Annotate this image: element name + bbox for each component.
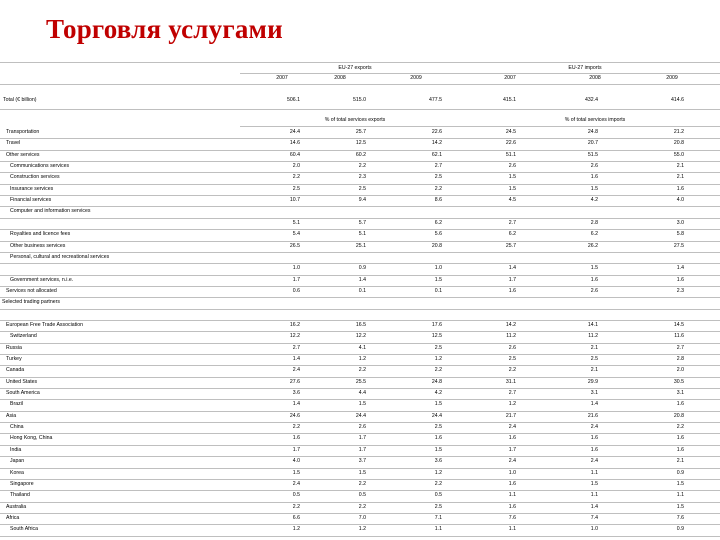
- row-value: 2.2: [434, 367, 442, 374]
- row-value: 3.1: [590, 390, 598, 397]
- header-rule: [0, 62, 720, 63]
- year-header: 2009: [410, 75, 422, 81]
- row-rule: [0, 354, 720, 355]
- year-header: 2008: [334, 75, 346, 81]
- row-value: 1.0: [292, 265, 300, 272]
- row-value: 24.8: [431, 378, 442, 385]
- row-value: 16.5: [355, 321, 366, 328]
- row-value: 1.2: [434, 356, 442, 362]
- row-value: 5.7: [358, 219, 366, 226]
- row-value: 2.7: [676, 344, 684, 351]
- year-header: 2007: [276, 75, 288, 81]
- row-value: 6.2: [590, 231, 598, 238]
- row-rule: [0, 297, 720, 298]
- header-rule: [0, 84, 720, 85]
- row-value: 2.4: [508, 424, 516, 431]
- row-value: 16.2: [289, 321, 300, 328]
- total-value: 506.1: [287, 97, 300, 103]
- row-value: 6.2: [434, 219, 442, 226]
- row-value: 3.6: [434, 458, 442, 465]
- year-header: 2008: [589, 75, 601, 81]
- row-value: 9.4: [358, 197, 366, 204]
- row-rule: [0, 513, 720, 514]
- row-rule: [0, 150, 720, 151]
- row-value: 1.2: [292, 526, 300, 533]
- row-rule: [0, 138, 720, 139]
- row-value: 2.2: [358, 163, 366, 170]
- row-value: 1.4: [292, 356, 300, 362]
- row-value: 24.8: [587, 129, 598, 135]
- imports-percent-header: % of total services imports: [564, 117, 626, 123]
- row-value: 2.2: [434, 185, 442, 192]
- row-value: 2.6: [508, 163, 516, 170]
- row-value: 2.6: [590, 287, 598, 294]
- row-label: Personal, cultural and recreational services: [10, 253, 110, 260]
- total-value: 432.4: [585, 97, 598, 103]
- row-value: 14.5: [673, 321, 684, 328]
- row-value: 2.8: [676, 356, 684, 362]
- row-rule: [0, 365, 720, 366]
- row-label: Construction services: [10, 174, 60, 181]
- row-label: Canada: [6, 367, 25, 374]
- row-value: 1.7: [358, 435, 366, 442]
- row-label: Asia: [6, 412, 17, 419]
- row-rule: [0, 320, 720, 321]
- row-rule: [0, 536, 720, 537]
- row-value: 11.6: [674, 333, 684, 340]
- row-value: 22.6: [431, 129, 442, 135]
- row-value: 2.2: [292, 424, 300, 431]
- row-value: 2.1: [676, 174, 684, 181]
- row-label: Russia: [6, 344, 22, 351]
- slide-title: Торговля услугами: [46, 14, 283, 44]
- row-label: European Free Trade Association: [6, 321, 83, 328]
- row-value: 2.5: [434, 174, 442, 181]
- row-value: 5.8: [676, 231, 684, 238]
- row-value: 11.2: [588, 333, 598, 340]
- row-label: Thailand: [10, 492, 30, 499]
- total-value: 415.1: [503, 97, 516, 103]
- row-label: Insurance services: [10, 185, 54, 192]
- row-value: 1.7: [508, 446, 516, 453]
- row-rule: [0, 161, 720, 162]
- row-value: 25.1: [355, 242, 366, 249]
- row-value: 4.0: [676, 197, 684, 204]
- row-label: United States: [6, 378, 38, 385]
- row-value: 51.5: [587, 151, 598, 158]
- row-value: 1.1: [676, 492, 684, 499]
- row-value: 2.2: [358, 503, 366, 510]
- row-rule: [0, 241, 720, 242]
- row-value: 60.4: [289, 151, 300, 158]
- row-label: India: [10, 446, 22, 453]
- row-value: 24.5: [505, 129, 516, 135]
- row-value: 1.1: [590, 469, 598, 476]
- row-value: 1.7: [292, 446, 300, 453]
- row-rule: [0, 218, 720, 219]
- row-label: Communications services: [10, 163, 70, 170]
- row-value: 1.6: [508, 287, 516, 294]
- row-value: 4.2: [590, 197, 598, 204]
- row-value: 3.0: [676, 219, 684, 226]
- row-value: 2.6: [358, 424, 366, 431]
- row-value: 2.6: [590, 163, 598, 170]
- row-label: China: [10, 424, 24, 431]
- row-value: 2.2: [508, 367, 516, 374]
- row-value: 24.4: [289, 129, 300, 135]
- row-value: 1.4: [590, 401, 598, 408]
- row-label: Other business services: [10, 242, 66, 249]
- row-value: 12.5: [431, 333, 442, 340]
- row-value: 4.4: [358, 390, 366, 397]
- row-value: 2.7: [292, 344, 300, 351]
- row-label: Computer and information services: [10, 208, 91, 215]
- row-value: 22.6: [505, 140, 516, 147]
- row-value: 2.5: [434, 503, 442, 510]
- row-value: 2.6: [508, 344, 516, 351]
- row-value: 1.5: [358, 401, 366, 408]
- row-value: 2.5: [434, 344, 442, 351]
- row-value: 2.5: [358, 185, 366, 192]
- row-value: 1.7: [292, 276, 300, 283]
- row-value: 3.7: [358, 458, 366, 465]
- row-value: 2.2: [434, 480, 442, 487]
- exports-group-header: EU-27 exports: [338, 65, 372, 71]
- row-value: 1.5: [508, 174, 516, 181]
- row-rule: [0, 524, 720, 525]
- row-value: 55.0: [673, 151, 684, 158]
- row-value: 20.8: [673, 140, 684, 147]
- row-value: 30.5: [673, 378, 684, 385]
- row-value: 2.2: [676, 424, 684, 431]
- row-value: 17.6: [431, 321, 442, 328]
- row-value: 1.7: [358, 446, 366, 453]
- year-header: 2007: [504, 75, 516, 81]
- row-value: 25.7: [505, 242, 516, 249]
- row-label: South Africa: [10, 526, 38, 533]
- row-value: 26.5: [289, 242, 300, 249]
- row-value: 1.4: [292, 401, 300, 408]
- row-value: 12.2: [355, 333, 366, 340]
- row-value: 14.2: [431, 140, 442, 147]
- row-value: 21.6: [587, 412, 598, 419]
- row-value: 0.1: [358, 287, 366, 294]
- row-value: 5.6: [434, 231, 442, 238]
- row-rule: [0, 490, 720, 491]
- row-value: 25.5: [355, 378, 366, 385]
- row-value: 1.5: [676, 480, 684, 487]
- row-value: 1.7: [508, 276, 516, 283]
- row-value: 51.1: [505, 151, 516, 158]
- row-value: 1.1: [508, 492, 516, 499]
- row-rule: [0, 343, 720, 344]
- row-rule: [0, 309, 720, 310]
- row-value: 1.6: [676, 446, 684, 453]
- header-rule: [240, 73, 720, 74]
- row-value: 12.2: [289, 333, 300, 340]
- row-value: 4.1: [358, 344, 366, 351]
- row-rule: [0, 445, 720, 446]
- total-value: 414.6: [671, 97, 684, 103]
- row-value: 3.1: [676, 390, 684, 397]
- row-value: 1.1: [434, 526, 442, 533]
- row-value: 24.4: [355, 412, 366, 419]
- row-rule: [0, 275, 720, 276]
- row-value: 1.5: [434, 446, 442, 453]
- total-value: 515.0: [353, 97, 366, 103]
- row-value: 1.4: [590, 503, 598, 510]
- row-value: 2.2: [292, 503, 300, 510]
- row-rule: [0, 331, 720, 332]
- row-value: 12.5: [355, 140, 366, 147]
- row-value: 14.1: [587, 321, 598, 328]
- row-value: 1.2: [358, 356, 366, 362]
- row-value: 1.0: [590, 526, 598, 533]
- row-rule: [0, 411, 720, 412]
- row-value: 1.4: [358, 276, 366, 283]
- row-value: 2.4: [590, 458, 598, 465]
- row-value: 29.9: [587, 378, 598, 385]
- row-value: 0.5: [358, 492, 366, 499]
- row-value: 1.6: [590, 446, 598, 453]
- exports-percent-header: % of total services exports: [324, 117, 386, 123]
- row-value: 20.8: [673, 412, 684, 419]
- row-value: 4.2: [434, 390, 442, 397]
- row-value: 2.1: [590, 367, 598, 374]
- row-rule: [0, 377, 720, 378]
- row-value: 1.6: [590, 174, 598, 181]
- row-rule: [0, 479, 720, 480]
- services-trade-table: [0, 62, 720, 540]
- row-value: 24.6: [289, 412, 300, 419]
- row-label: Other services: [6, 151, 40, 158]
- row-value: 0.1: [434, 287, 442, 294]
- row-value: 2.8: [590, 219, 598, 226]
- row-value: 6.2: [508, 231, 516, 238]
- row-value: 4.0: [292, 458, 300, 465]
- row-value: 2.1: [590, 344, 598, 351]
- year-header: 2009: [666, 75, 678, 81]
- row-value: 1.5: [292, 469, 300, 476]
- row-value: 1.5: [434, 276, 442, 283]
- row-value: 1.6: [508, 480, 516, 487]
- row-value: 7.6: [508, 514, 516, 521]
- row-rule: [0, 422, 720, 423]
- row-value: 1.6: [508, 503, 516, 510]
- row-value: 1.2: [358, 526, 366, 533]
- row-rule: [0, 286, 720, 287]
- row-rule: [0, 456, 720, 457]
- row-value: 2.5: [508, 356, 516, 362]
- row-value: 2.7: [508, 219, 516, 226]
- row-value: 2.5: [292, 185, 300, 192]
- row-value: 1.6: [434, 435, 442, 442]
- row-value: 24.4: [431, 412, 442, 419]
- row-value: 0.6: [292, 287, 300, 294]
- row-value: 1.4: [676, 265, 684, 272]
- row-value: 21.2: [673, 129, 684, 135]
- row-value: 2.2: [292, 174, 300, 181]
- row-label: Australia: [6, 503, 27, 510]
- row-label: Financial services: [10, 197, 52, 204]
- row-label: Turkey: [6, 356, 22, 362]
- row-value: 1.6: [508, 435, 516, 442]
- header-rule: [0, 109, 720, 110]
- row-value: 1.1: [508, 526, 516, 533]
- row-value: 7.4: [590, 514, 598, 521]
- row-label: Switzerland: [10, 333, 37, 340]
- row-value: 1.2: [434, 469, 442, 476]
- row-value: 7.1: [434, 514, 442, 521]
- row-value: 20.8: [431, 242, 442, 249]
- row-value: 1.5: [676, 503, 684, 510]
- row-value: 1.6: [676, 276, 684, 283]
- row-value: 1.6: [590, 435, 598, 442]
- row-label: South America: [6, 390, 40, 397]
- row-rule: [0, 195, 720, 196]
- row-value: 27.5: [673, 242, 684, 249]
- row-rule: [0, 206, 720, 207]
- row-label: Singapore: [10, 480, 34, 487]
- row-rule: [0, 172, 720, 173]
- row-value: 0.9: [676, 469, 684, 476]
- row-value: 1.0: [434, 265, 442, 272]
- row-value: 1.5: [590, 480, 598, 487]
- row-label: Royalties and licence fees: [10, 231, 71, 238]
- row-label: Japan: [10, 458, 25, 465]
- row-value: 2.1: [676, 458, 684, 465]
- row-value: 5.4: [292, 231, 300, 238]
- row-value: 8.6: [434, 197, 442, 204]
- row-value: 1.6: [676, 435, 684, 442]
- row-label: Government services, n.i.e.: [10, 276, 74, 283]
- row-value: 1.1: [590, 492, 598, 499]
- row-label: Korea: [10, 469, 24, 476]
- row-value: 27.6: [289, 378, 300, 385]
- row-value: 6.6: [292, 514, 300, 521]
- row-rule: [0, 229, 720, 230]
- row-value: 1.6: [676, 401, 684, 408]
- row-value: 1.6: [676, 185, 684, 192]
- row-value: 2.3: [358, 174, 366, 181]
- row-value: 10.7: [289, 197, 300, 204]
- row-value: 1.5: [508, 185, 516, 192]
- row-value: 2.0: [292, 163, 300, 170]
- row-value: 0.5: [292, 492, 300, 499]
- row-value: 1.0: [508, 469, 516, 476]
- header-rule: [240, 126, 720, 127]
- row-rule: [0, 388, 720, 389]
- row-value: 2.5: [434, 424, 442, 431]
- row-value: 60.2: [355, 151, 366, 158]
- row-rule: [0, 263, 720, 264]
- row-rule: [0, 184, 720, 185]
- row-value: 2.4: [292, 480, 300, 487]
- row-value: 7.0: [358, 514, 366, 521]
- row-value: 5.1: [358, 231, 366, 238]
- row-value: 0.5: [434, 492, 442, 499]
- row-value: 2.4: [292, 367, 300, 374]
- row-value: 0.9: [676, 526, 684, 533]
- row-rule: [0, 433, 720, 434]
- row-rule: [0, 502, 720, 503]
- row-value: 1.6: [590, 276, 598, 283]
- row-value: 1.5: [590, 185, 598, 192]
- row-value: 31.1: [505, 378, 516, 385]
- row-value: 7.6: [676, 514, 684, 521]
- row-value: 62.1: [431, 151, 442, 158]
- row-value: 14.6: [289, 140, 300, 147]
- row-value: 2.1: [676, 163, 684, 170]
- row-value: 1.5: [358, 469, 366, 476]
- row-value: 3.6: [292, 390, 300, 397]
- row-value: 2.7: [434, 163, 442, 170]
- row-value: 2.4: [590, 424, 598, 431]
- total-value: 477.5: [429, 97, 442, 103]
- row-rule: [0, 399, 720, 400]
- row-value: 20.7: [587, 140, 598, 147]
- row-label: Selected trading partners: [2, 299, 60, 306]
- row-label: Transportation: [6, 129, 40, 135]
- row-value: 2.0: [676, 367, 684, 374]
- total-label: Total (€ billion): [3, 97, 37, 103]
- row-label: Travel: [6, 140, 21, 147]
- row-label: Brazil: [10, 401, 23, 408]
- row-value: 1.2: [508, 401, 516, 408]
- row-value: 21.7: [505, 412, 516, 419]
- row-label: Services not allocated: [6, 287, 57, 294]
- row-value: 2.2: [358, 480, 366, 487]
- row-value: 2.4: [508, 458, 516, 465]
- row-value: 1.5: [590, 265, 598, 272]
- row-value: 25.7: [355, 129, 366, 135]
- row-label: Africa: [6, 514, 20, 521]
- row-value: 0.9: [358, 265, 366, 272]
- row-value: 1.6: [292, 435, 300, 442]
- row-value: 1.4: [508, 265, 516, 272]
- row-value: 2.2: [358, 367, 366, 374]
- row-value: 2.5: [590, 356, 598, 362]
- row-value: 2.7: [508, 390, 516, 397]
- row-rule: [0, 468, 720, 469]
- row-value: 5.1: [292, 219, 300, 226]
- row-value: 2.3: [676, 287, 684, 294]
- row-rule: [0, 252, 720, 253]
- row-value: 11.2: [506, 333, 516, 340]
- imports-group-header: EU-27 imports: [568, 65, 602, 71]
- row-value: 26.2: [587, 242, 598, 249]
- row-value: 1.5: [434, 401, 442, 408]
- row-label: Hong Kong, China: [10, 435, 53, 442]
- row-value: 14.2: [505, 321, 516, 328]
- row-value: 4.5: [508, 197, 516, 204]
